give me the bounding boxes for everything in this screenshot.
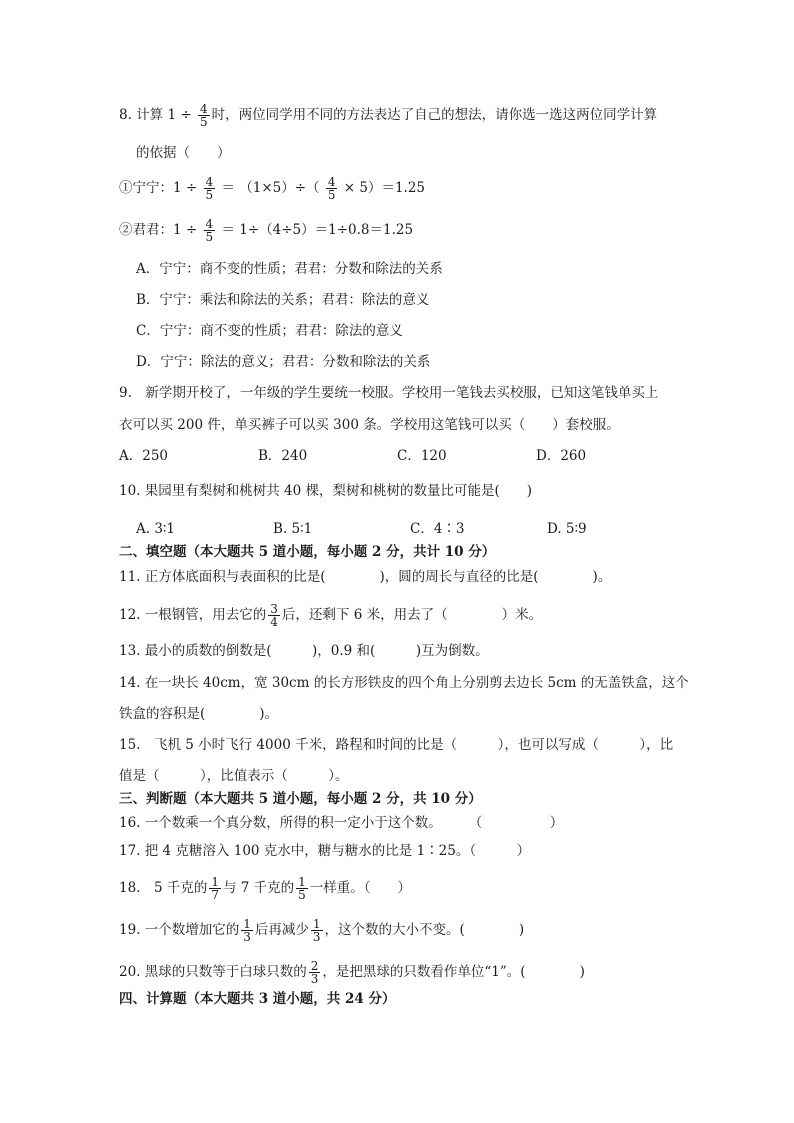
fraction: $\frac{2}{3}$ [310,959,319,986]
q13: 13. 最小的质数的倒数是( )，0.9 和( )互为倒数。 [119,643,489,659]
fraction: $\frac{4}{5}$ [199,102,208,129]
q14-line1: 14. 在一块长 40cm，宽 30cm 的长方形铁皮的四个角上分别剪去边长 5cm 的无盖铁盒，这个 [119,675,689,691]
fraction: $\frac{3}{4}$ [270,602,278,629]
q19: 19. 一个数增加它的 $\frac{1}{3}$ 后再减少 $\frac{1}{3}$ ，这个数的大小不变。( ) [119,917,525,944]
q10-line1: 10. 果园里有梨树和桃树共 40 棵，梨树和桃树的数量比可能是( ) [119,483,533,499]
q14-line2: 铁盒的容积是( )。 [119,706,279,722]
fraction: $\frac{4}{5}$ [205,175,214,202]
fraction: $\frac{1}{7}$ [211,875,219,902]
q15-line2: 值是（ ），比值表示（ ）。 [119,768,349,784]
q9-line2: 衣可以买 200 件，单买裤子可以买 300 条。学校用这笔钱可以买（ ）套校服。 [119,417,620,433]
q18: 18. 5 千克的 $\frac{1}{7}$ 与 7 千克的 $\frac{1}{5}$ 一样重。（ ） [119,875,412,902]
q9-option-a: A．250 [119,448,169,464]
fraction: $\frac{1}{5}$ [298,875,306,902]
q10-option-c: C．4∶3 [410,521,465,537]
q11: 11. 正方体底面积与表面积的比是( )，圆的周长与直径的比是( )。 [119,569,612,585]
q10-option-a: A. 3∶1 [136,521,176,537]
section-heading-calculation: 四、计算题（本大题共 3 道小题，共 24 分） [119,991,396,1007]
q8-option-c: C．宁宁：商不变的性质；君君：除法的意义 [136,323,403,339]
q8-ning: ①宁宁：1 ÷ $\frac{4}{5}$ ＝ （1×5）÷（ $\frac{4}{5}$ × 5）＝1.25 [119,175,426,202]
section-heading-true-false: 三、判断题（本大题共 5 道小题，每小题 2 分，共 10 分） [119,791,482,807]
fraction: $\frac{4}{5}$ [205,217,214,244]
fraction: $\frac{4}{5}$ [327,175,336,202]
q16: 16. 一个数乘一个真分数，所得的积一定小于这个数。 （ ） [119,815,564,831]
q17: 17. 把 4 克糖溶入 100 克水中，糖与糖水的比是 1∶25。（ ） [119,843,531,859]
fraction: $\frac{1}{3}$ [312,917,321,944]
q8-option-a: A．宁宁：商不变的性质；君君：分数和除法的关系 [136,261,443,277]
q12: 12. 一根钢管，用去它的 $\frac{3}{4}$ 后，还剩下 6 米，用去了（ ）米。 [119,602,543,629]
q8-line1: 8. 计算 1 ÷ $\frac{4}{5}$ 时，两位同学用不同的方法表达了自己的想法，请你选一选这两位同学计算 [119,102,658,129]
q8-line2: 的依据（ ） [136,145,231,161]
q9-option-c: C．120 [397,448,447,464]
q9-line1: 9. 新学期开校了，一年级的学生要统一校服。学校用一笔钱去买校服，已知这笔钱单买上 [119,385,659,401]
q15-line1: 15. 飞机 5 小时飞行 4000 千米，路程和时间的比是（ ），也可以写成（ ），比 [119,737,674,753]
q8-jun: ②君君：1 ÷ $\frac{4}{5}$ ＝ 1÷（4÷5）＝1÷0.8＝1.25 [119,217,414,244]
q10-option-b: B. 5∶1 [273,521,313,537]
q20: 20. 黑球的只数等于白球只数的 $\frac{2}{3}$ ，是把黑球的只数看作单位“1”。( ) [119,959,585,986]
fraction: $\frac{1}{3}$ [243,917,251,944]
q9-option-b: B．240 [258,448,308,464]
q10-option-d: D. 5∶9 [547,521,587,537]
q8-option-b: B．宁宁：乘法和除法的关系；君君：除法的意义 [136,292,430,308]
q9-option-d: D．260 [536,448,587,464]
q8-option-d: D．宁宁：除法的意义；君君：分数和除法的关系 [136,354,431,370]
section-heading-fill-in: 二、填空题（本大题共 5 道小题，每小题 2 分，共计 10 分） [119,544,496,560]
